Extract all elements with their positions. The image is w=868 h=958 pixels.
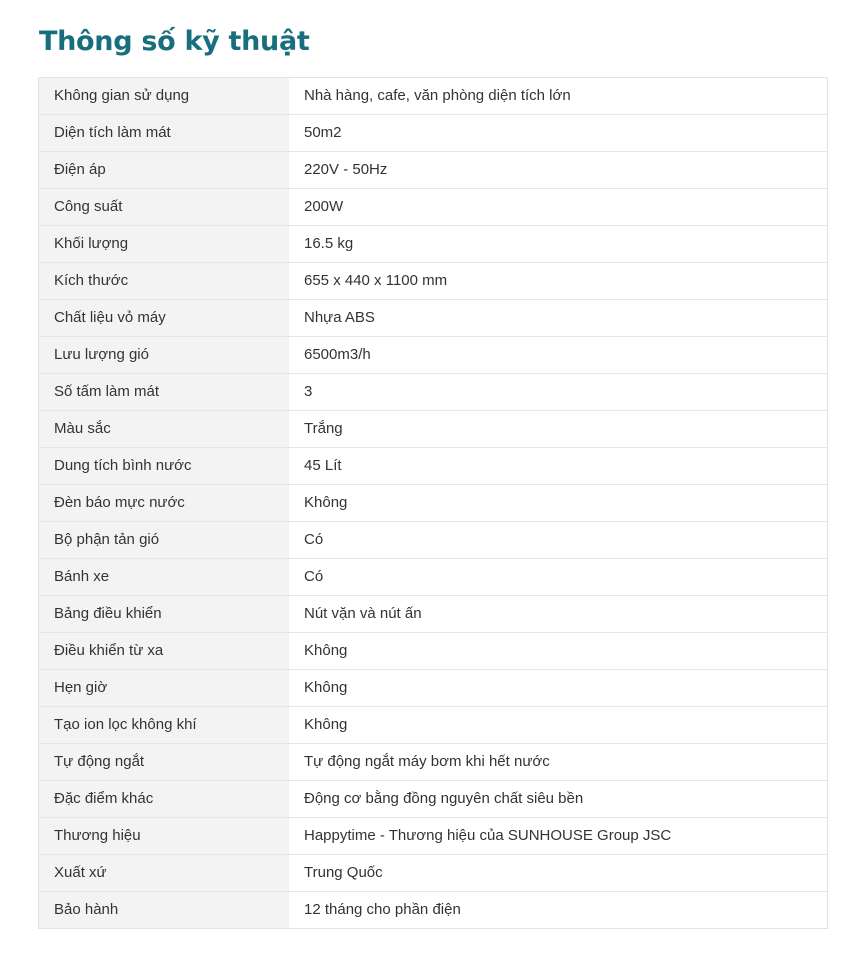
- table-row: [39, 596, 828, 633]
- table-row: [39, 300, 828, 337]
- spec-value: 3: [289, 374, 828, 411]
- spec-label: Không gian sử dụng: [39, 78, 290, 115]
- spec-label: Bảo hành: [39, 892, 290, 929]
- spec-label: Bảng điều khiển: [39, 596, 290, 633]
- spec-value: 200W: [289, 189, 828, 226]
- table-row: [39, 374, 828, 411]
- spec-label: Bánh xe: [39, 559, 290, 596]
- spec-value: 12 tháng cho phần điện: [289, 892, 828, 929]
- spec-label: Số tấm làm mát: [39, 374, 290, 411]
- spec-label: Bộ phận tản gió: [39, 522, 290, 559]
- spec-value: Trắng: [289, 411, 828, 448]
- spec-label: Kích thước: [39, 263, 290, 300]
- table-row: [39, 226, 828, 263]
- spec-value: Không: [289, 707, 828, 744]
- spec-label: Điều khiển từ xa: [39, 633, 290, 670]
- spec-value: Không: [289, 633, 828, 670]
- spec-label: Lưu lượng gió: [39, 337, 290, 374]
- spec-value: 220V - 50Hz: [289, 152, 828, 189]
- spec-label: Tự động ngắt: [39, 744, 290, 781]
- spec-value: Có: [289, 559, 828, 596]
- spec-value: Nhà hàng, cafe, văn phòng diện tích lớn: [289, 78, 828, 115]
- spec-label: Dung tích bình nước: [39, 448, 290, 485]
- spec-value: 6500m3/h: [289, 337, 828, 374]
- spec-table-body: [39, 78, 828, 929]
- table-row: [39, 744, 828, 781]
- spec-label: Xuất xứ: [39, 855, 290, 892]
- spec-value: Tự động ngắt máy bơm khi hết nước: [289, 744, 828, 781]
- spec-value: Không: [289, 485, 828, 522]
- table-row: [39, 559, 828, 596]
- table-row: [39, 485, 828, 522]
- spec-label: Đặc điểm khác: [39, 781, 290, 818]
- spec-label: Đèn báo mực nước: [39, 485, 290, 522]
- table-row: [39, 115, 828, 152]
- spec-value: 45 Lít: [289, 448, 828, 485]
- spec-label: Công suất: [39, 189, 290, 226]
- spec-value: Nút vặn và nút ấn: [289, 596, 828, 633]
- table-row: [39, 522, 828, 559]
- table-row: [39, 448, 828, 485]
- table-row: [39, 411, 828, 448]
- table-row: [39, 818, 828, 855]
- spec-value: Happytime - Thương hiệu của SUNHOUSE Group JSC: [289, 818, 828, 855]
- spec-value: 655 x 440 x 1100 mm: [289, 263, 828, 300]
- spec-label: Thương hiệu: [39, 818, 290, 855]
- spec-value: 16.5 kg: [289, 226, 828, 263]
- page-title: Thông số kỹ thuật: [39, 26, 310, 57]
- spec-value: 50m2: [289, 115, 828, 152]
- table-row: [39, 892, 828, 929]
- table-row: [39, 781, 828, 818]
- spec-table: [38, 77, 828, 929]
- spec-label: Chất liệu vỏ máy: [39, 300, 290, 337]
- spec-value: Động cơ bằng đồng nguyên chất siêu bền: [289, 781, 828, 818]
- spec-label: Màu sắc: [39, 411, 290, 448]
- table-row: [39, 263, 828, 300]
- table-row: [39, 152, 828, 189]
- table-row: [39, 78, 828, 115]
- spec-value: Không: [289, 670, 828, 707]
- spec-value: Có: [289, 522, 828, 559]
- table-row: [39, 670, 828, 707]
- spec-value: Trung Quốc: [289, 855, 828, 892]
- spec-label: Điện áp: [39, 152, 290, 189]
- spec-label: Diện tích làm mát: [39, 115, 290, 152]
- table-row: [39, 337, 828, 374]
- table-row: [39, 189, 828, 226]
- spec-label: Hẹn giờ: [39, 670, 290, 707]
- spec-value: Nhựa ABS: [289, 300, 828, 337]
- table-row: [39, 707, 828, 744]
- spec-label: Khối lượng: [39, 226, 290, 263]
- table-row: [39, 855, 828, 892]
- spec-label: Tạo ion lọc không khí: [39, 707, 290, 744]
- table-row: [39, 633, 828, 670]
